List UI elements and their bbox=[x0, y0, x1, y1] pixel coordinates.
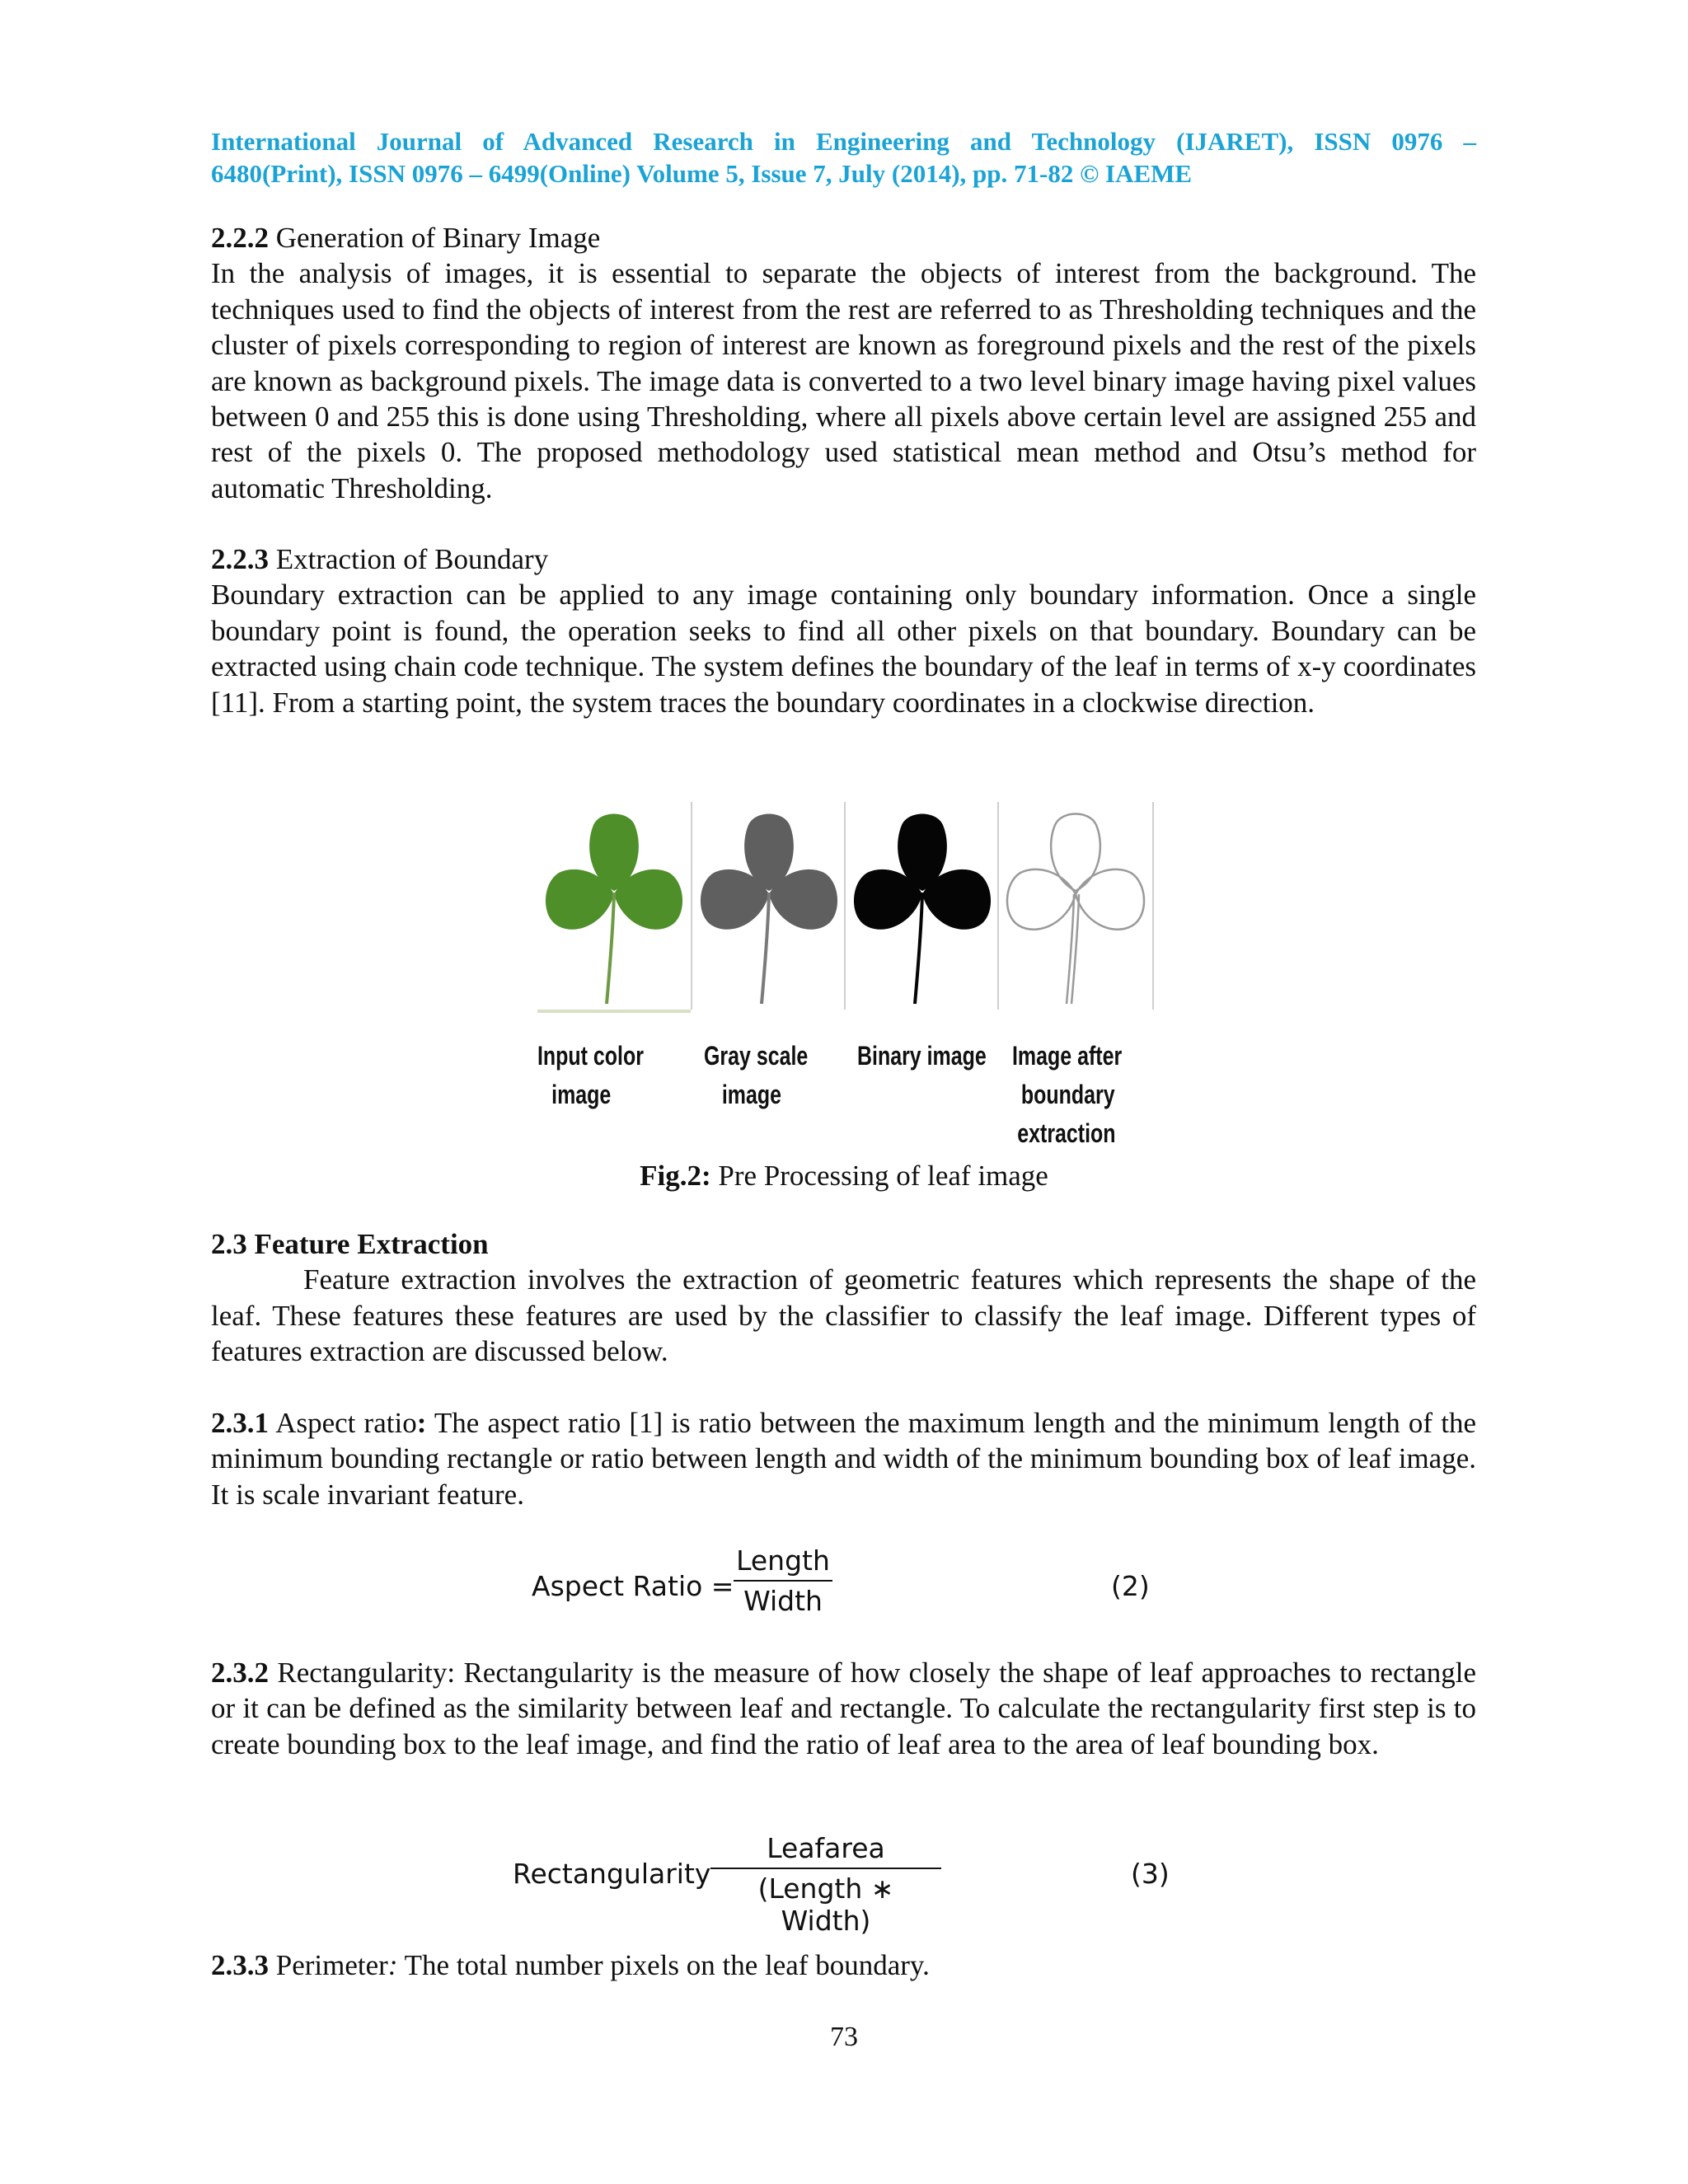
equation-number: (3) bbox=[1131, 1858, 1170, 1890]
section-2-2-3 bbox=[211, 541, 1476, 720]
leaf-preprocessing-figure bbox=[537, 802, 1151, 1010]
section-body: The total number pixels on the leaf boundary. bbox=[404, 1949, 930, 1981]
gray-scale-leaf-image bbox=[691, 802, 846, 1010]
input-color-leaf-image bbox=[537, 802, 691, 1013]
section-number: 2.2.2 bbox=[211, 222, 269, 254]
leaf-stem bbox=[915, 893, 922, 1004]
section-number: 2.3.1 bbox=[211, 1407, 269, 1439]
figure-label-line: Input color bbox=[537, 1041, 644, 1071]
section-number: 2.3.2 bbox=[211, 1657, 269, 1689]
section-paragraph bbox=[211, 1947, 1476, 1983]
section-title: Perimeter bbox=[275, 1949, 388, 1981]
section-colon: : bbox=[416, 1407, 427, 1439]
section-2-3-1 bbox=[211, 1405, 1476, 1512]
section-2-3-3 bbox=[211, 1947, 1476, 1983]
figure-label-binary bbox=[857, 1037, 986, 1076]
figure-label-line: boundary bbox=[1020, 1080, 1115, 1109]
section-number: 2.3.3 bbox=[211, 1949, 269, 1981]
figure-label-line: image bbox=[551, 1080, 612, 1109]
fraction-numerator: Leafarea bbox=[710, 1832, 941, 1869]
fraction-numerator: Length bbox=[734, 1544, 832, 1582]
figure-label-line: extraction bbox=[1017, 1118, 1116, 1148]
figure-label-line: Binary image bbox=[857, 1041, 987, 1071]
section-heading bbox=[211, 541, 1476, 577]
section-paragraph: Boundary extraction can be applied to any image containing only boundary information. Once a single boundary point is found, the operation seeks to find all other pixels on that boundary. Boundary can be extracted using chain code technique. The system defines the boundary of the leaf in terms of x-y coordinates [11]. From a starting point, the system traces the boundary coordinates in a clockwise direction. bbox=[211, 579, 1476, 719]
section-paragraph: Feature extraction involves the extraction of geometric features which represents the shape of the leaf. These features these features are used by the classifier to classify the leaf image. Different types of features extraction are discussed below. bbox=[211, 1263, 1476, 1368]
binary-leaf-image bbox=[844, 802, 999, 1010]
figure-caption-text: Pre Processing of leaf image bbox=[718, 1160, 1048, 1192]
section-paragraph bbox=[211, 1405, 1476, 1512]
boundary-leaf-image bbox=[997, 802, 1154, 1010]
section-title: Rectangularity: bbox=[277, 1657, 456, 1689]
section-body: The aspect ratio [1] is ratio between the maximum length and the minimum length of the minimum bounding rectangle or ratio between length and width of the minimum bounding box of leaf image. It is scale invariant feature. bbox=[211, 1407, 1476, 1511]
fraction-denominator: Width bbox=[743, 1585, 823, 1617]
section-title: Aspect ratio bbox=[275, 1407, 417, 1439]
rectangularity-fraction bbox=[710, 1832, 941, 1937]
section-heading bbox=[211, 220, 1476, 255]
figure-label-gray-scale bbox=[704, 1037, 832, 1114]
section-2-2-2 bbox=[211, 220, 1476, 506]
section-paragraph bbox=[211, 1655, 1476, 1762]
figure-label-boundary bbox=[1012, 1037, 1141, 1153]
journal-header bbox=[211, 125, 1476, 190]
section-2-3 bbox=[211, 1226, 1476, 1370]
leaf-stem bbox=[607, 893, 614, 1004]
figure-label-line: Gray scale bbox=[704, 1041, 809, 1071]
figure-caption bbox=[0, 1158, 1688, 1193]
rectangularity-equation-lhs: Rectangularity bbox=[513, 1858, 711, 1890]
section-number: 2.2.3 bbox=[211, 543, 269, 575]
clover-leaf-outline-icon bbox=[1007, 814, 1144, 1005]
leaf-stem bbox=[762, 893, 769, 1004]
section-title: Extraction of Boundary bbox=[275, 543, 549, 575]
section-heading: 2.3 Feature Extraction bbox=[211, 1228, 489, 1260]
fraction-denominator: (Length ∗ Width) bbox=[757, 1872, 894, 1937]
figure-label-input-color bbox=[537, 1037, 666, 1114]
section-paragraph: In the analysis of images, it is essential to separate the objects of interest from the background. The techniques used to find the objects of interest from the rest are referred to as Thresholding techniques and the cluster of pixels corresponding to region of interest are known as foreground pixels and the rest of the pixels are known as background pixels. The image data is converted to a two level binary image having pixel values between 0 and 255 this is done using Thresholding, where all pixels above certain level are assigned 255 and rest of the pixels 0. The proposed methodology used statistical mean method and Otsu’s method for automatic Thresholding. bbox=[211, 257, 1476, 504]
aspect-ratio-fraction bbox=[734, 1544, 832, 1617]
figure-label-line: Image after bbox=[1012, 1041, 1123, 1071]
figure-caption-label: Fig.2: bbox=[640, 1160, 711, 1192]
journal-header-line-2: 6480(Print), ISSN 0976 – 6499(Online) Volume 5, Issue 7, July (2014), pp. 71-82 © IAEME bbox=[211, 159, 1193, 188]
equation-number: (2) bbox=[1111, 1570, 1150, 1602]
page-number: 73 bbox=[830, 2022, 858, 2052]
section-2-3-2 bbox=[211, 1655, 1476, 1762]
journal-header-line-1: International Journal of Advanced Research in Engineering and Technology (IJARET), ISSN 0976 – bbox=[211, 127, 1476, 156]
figure-label-line: image bbox=[721, 1080, 781, 1109]
section-colon: : bbox=[387, 1949, 398, 1981]
section-body: Rectangularity is the measure of how closely the shape of leaf approaches to rectangle or it can be defined as the similarity between leaf and rectangle. To calculate the rectangularity first step is to create bounding box to the leaf image, and find the ratio of leaf area to the area of leaf bounding box. bbox=[211, 1657, 1477, 1760]
section-title: Generation of Binary Image bbox=[275, 222, 601, 254]
aspect-ratio-equation-lhs: Aspect Ratio = bbox=[532, 1570, 734, 1602]
